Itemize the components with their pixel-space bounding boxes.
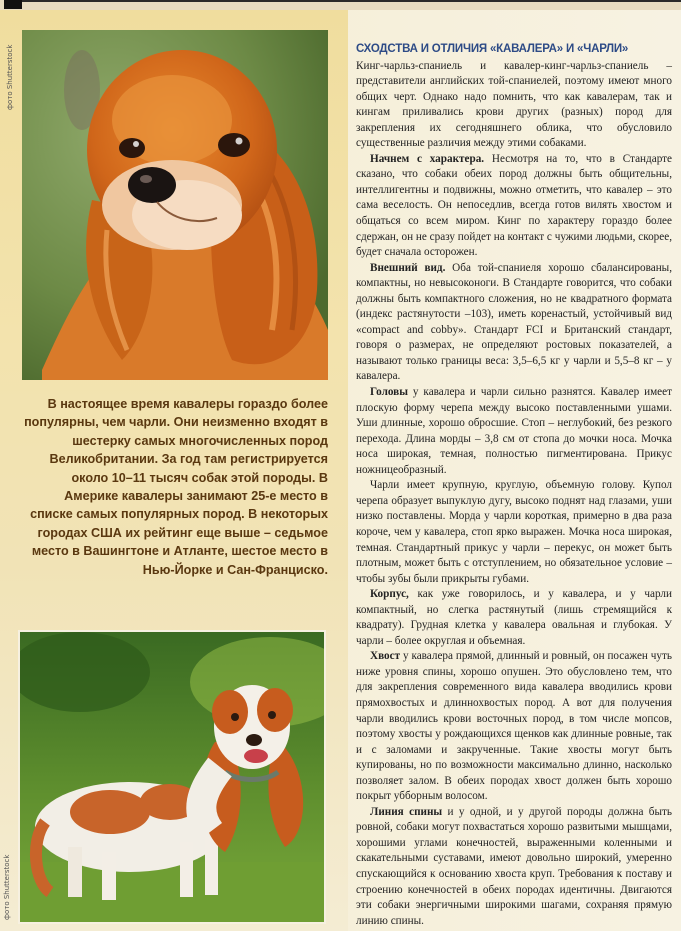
photo-credit-bottom: фото Shutterstock [3,854,11,920]
article-column [356,42,672,929]
top-rule [22,0,681,2]
blenheim-spaniel-illustration [20,632,324,922]
appearance-paragraph [356,261,672,385]
heads-paragraph [356,385,672,478]
heads-lead: Головы [370,386,408,399]
body-paragraph [356,587,672,649]
top-border [0,0,681,10]
appearance-text: Оба той-спаниеля хорошо сбалансированы, компактны, но невысоконоги. В Стандарте говорится, что собаки должны быть компактного сложения, но не квадратного формата (индекс растянутости –103), иметь коренастый, устойчивый вид «compact and cobby». Стандарт FCI и Британский стандарт, говоря о размерах, не определяют ростовых показателей, а называют только границы веса: 3,5–6,5 кг у чарли и 5,5–8 кг – у кавалера. [356,261,672,383]
charlie-head-paragraph: Чарли имеет крупную, круглую, объемную голову. Купол черепа образует выпуклую дугу, высоко поднят над глазами, уши низко поставлены. Морда у чарли короткая, примерно в два раза короче, чем у кавалера, стоп ярко выражен. Мочка носа широкая, темная. Стандартный прикус у чарли – перекус, он может быть плотным, может быть с отступлением, но обязательное условие – чтобы зубы были прикрыты губами. [356,479,672,585]
heads-text: у кавалера и чарли сильно разнятся. Кавалер имеет плоскую форму черепа между высоко поставленными ушами. Уши длинные, хорошо обросшие. Стоп – неглубокий, без резкого перехода. Длина морды – 3,8 см от стопа до мочки носа. Мочка носа широкая, темная, полностью пигментирована. Прикус ножницеобразный. [356,386,672,476]
corner-block [4,0,22,9]
body-lead: Корпус, [370,588,409,601]
spine-paragraph [356,805,672,929]
spine-text: и у одной, и у другой породы должна быть ровной, собаки могут похвастаться хорошо развитыми мышцами, хорошими углами конечностей, выраженными коленными и скакательными суставами, имеют довольно широкий, умеренно спускающийся к основанию хвоста круп. Требования к поставу и строению конечностей в обеих породах идентичны. Двигаются эти собаки энергичными широкими шагами, сохраняя прямую линию спины. [356,805,672,927]
character-lead: Начнем с характера. [370,152,485,165]
spine-lead: Линия спины [370,805,443,818]
cavalier-portrait-photo [22,30,328,380]
popularity-callout: В настоящее время кавалеры гораздо более популярны, чем чарли. Они неизменно входят в шестерку самых многочисленных пород Великобритании. За год там регистрируется около 10–11 тысяч собак этой породы. В Америке кавалеры занимают 25-е место в списке самых популярных пород. В некоторых городах США их рейтинг еще выше – седьмое место в Вашингтоне и Атланте, шестое место в Нью-Йорке и Сан-Франциско. [24,397,328,577]
character-paragraph [356,152,672,261]
tail-text: у кавалера прямой, длинный и ровный, он посажен чуть ниже уровня спины, хорошо опушен. Это обусловлено тем, что для закрепления современного вида кавалера вводились крови прямохвостых и длиннохвостых пород. А вот для получения чарли вводились крови восточных пород, в том числе мопсов, поэтому хвосты у рождающихся щенков как длинные ровные, так и с заломами и закрученные. Такие хвосты могут быть купированы, но по возможности максимально длинно, насколько позволяет залом. В обеих породах хвост должен быть хорошо покрыт убборным волосом. [356,650,672,803]
tail-paragraph [356,649,672,804]
photo-credit-top: фото Shutterstock [6,44,14,110]
blenheim-standing-photo [18,630,326,924]
left-column [0,10,348,931]
body-text: как уже говорилось, и у кавалера, и у чарли компактный, но слегка растянутый (лишь стремящийся к квадрату). Грудная клетка у кавалера овальная и глубокая. У чарли – более округлая и объемная. [356,588,672,647]
ruby-spaniel-head-illustration [22,30,328,380]
intro-paragraph: Кинг-чарльз-спаниель и кавалер-кинг-чарльз-спаниель – представители английских той-спаниелей, поэтому имеют много общих черт. Однако надо помнить, что как кавалерам, так и кингам приливались крови других (разных) пород для закрепления их сегодняшнего облика, что обусловило существенные различия между этими собаками. [356,59,672,150]
article-heading: СХОДСТВА И ОТЛИЧИЯ «КАВАЛЕРА» И «ЧАРЛИ» [356,43,629,55]
appearance-lead: Внешний вид. [370,261,446,274]
character-text: Несмотря на то, что в Стандарте сказано, что собаки обеих пород должны быть общительны, интеллигентны и подвижны, можно отметить, что кавалер – это сама веселость. Он непоседлив, всегда готов вилять хвостом и общаться со всем миром. Кинг по характеру гораздо более сдержан, он не сразу пойдет на контакт с чужими людьми, скорее, будет сначала осторожен. [356,152,672,259]
tail-lead: Хвост [370,650,401,663]
